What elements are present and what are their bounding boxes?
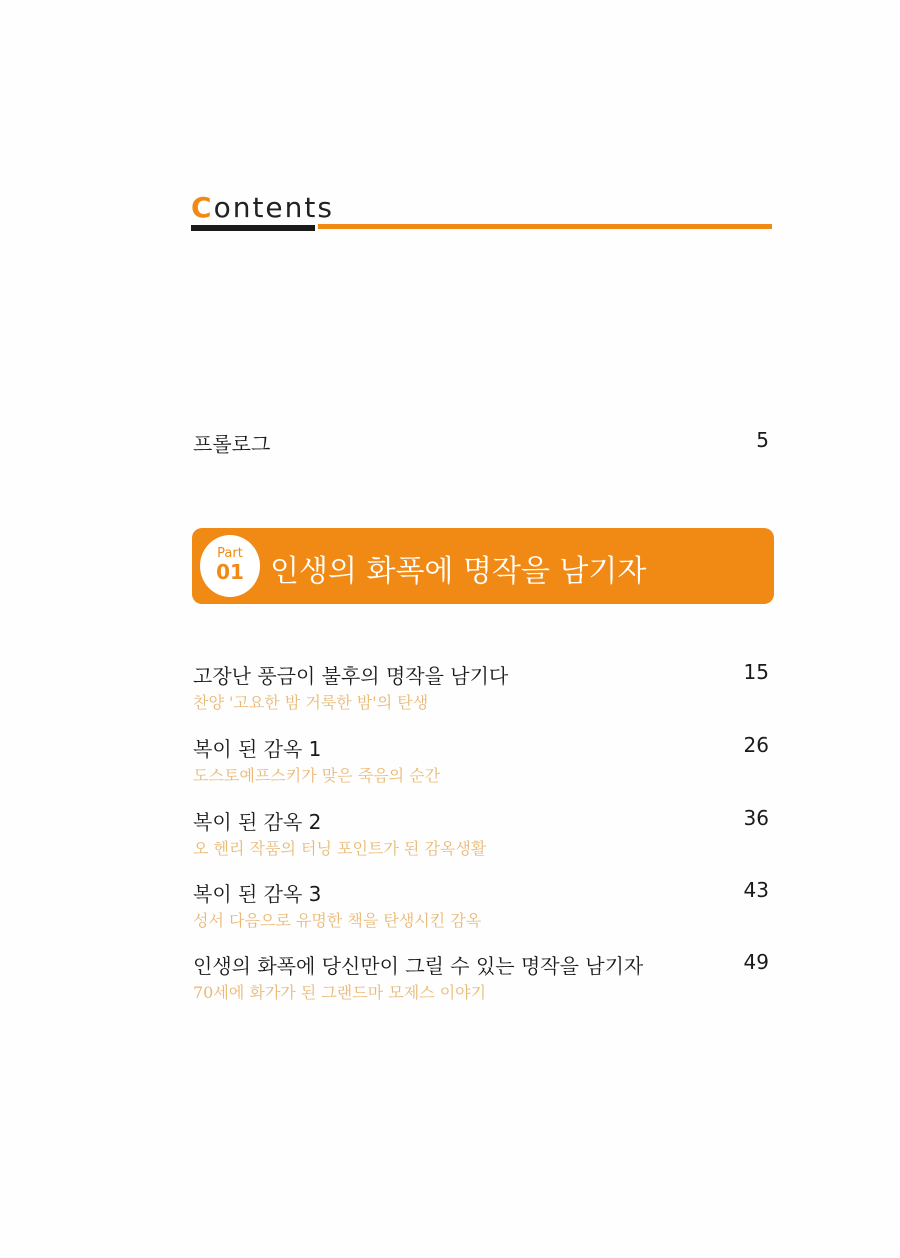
- heading-rule-dark: [191, 225, 315, 231]
- toc-entry-title: 프롤로그: [193, 432, 271, 456]
- toc-entry-title: 인생의 화폭에 당신만이 그릴 수 있는 명작을 남기자: [193, 954, 644, 978]
- contents-heading: [191, 191, 334, 224]
- contents-heading-initial: C: [191, 191, 214, 224]
- toc-entry-title: 복이 된 감옥 3: [193, 882, 322, 906]
- toc-entry-subtitle: 찬양 '고요한 밤 거룩한 밤'의 탄생: [193, 693, 429, 712]
- heading-rule-accent: [318, 224, 772, 229]
- toc-entry-page: 5: [756, 428, 769, 452]
- part-badge: [200, 535, 260, 597]
- part-label: Part: [217, 546, 243, 561]
- toc-entry-subtitle: 도스토예프스키가 맞은 죽음의 순간: [193, 766, 441, 785]
- toc-entry-page: 43: [743, 878, 769, 902]
- toc-entry-page: 26: [743, 733, 769, 757]
- toc-entry-subtitle: 오 헨리 작품의 터닝 포인트가 된 감옥생활: [193, 839, 487, 858]
- toc-entry-page: 49: [743, 950, 769, 974]
- part-title: 인생의 화폭에 명작을 남기자: [270, 554, 647, 589]
- part-number: 01: [216, 560, 244, 584]
- toc-entry-title: 고장난 풍금이 불후의 명작을 남기다: [193, 664, 509, 688]
- toc-entry-title: 복이 된 감옥 1: [193, 737, 322, 761]
- toc-entry-subtitle: 성서 다음으로 유명한 책을 탄생시킨 감옥: [193, 911, 482, 930]
- toc-entry-subtitle: 70세에 화가가 된 그랜드마 모제스 이야기: [193, 983, 487, 1002]
- toc-entry-page: 36: [743, 806, 769, 830]
- toc-entry-page: 15: [743, 660, 769, 684]
- part-banner: [192, 528, 774, 604]
- toc-entry-title: 복이 된 감옥 2: [193, 810, 322, 834]
- contents-heading-rest: ontents: [213, 191, 334, 224]
